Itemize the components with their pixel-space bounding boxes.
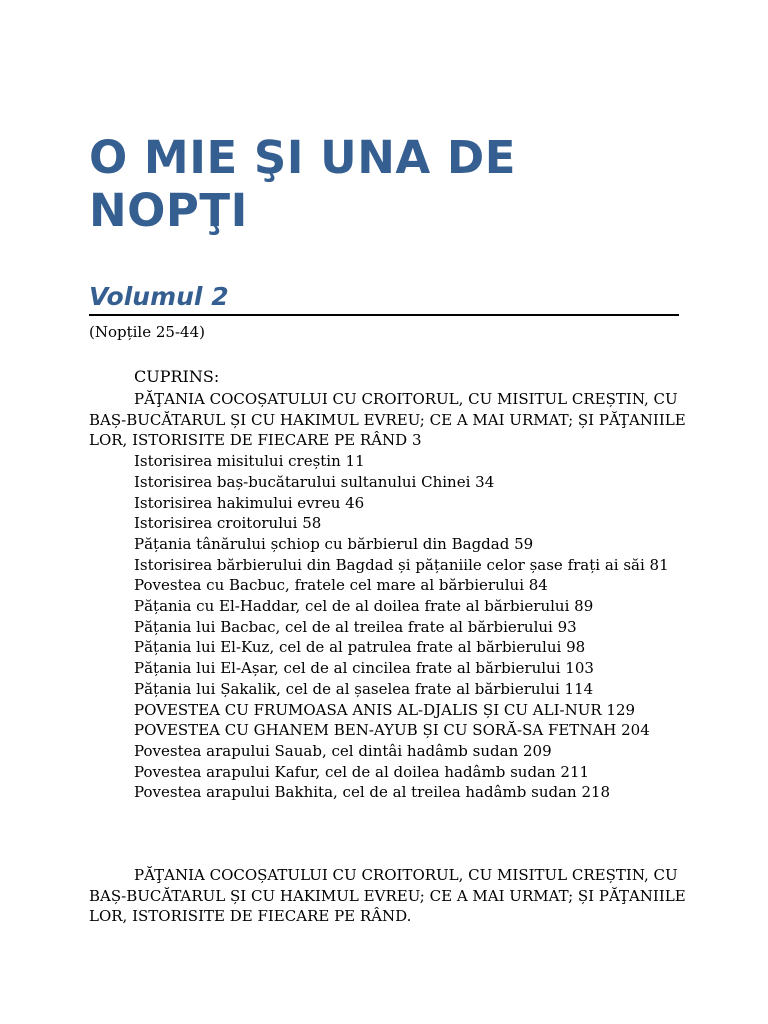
toc-list xyxy=(89,451,689,803)
toc-entry: Povestea arapului Sauab, cel dintâi hadâmb sudan 209 xyxy=(134,741,552,760)
toc-entry: POVESTEA CU GHANEM BEN-AYUB ȘI CU SORĂ-SA FETNAH 204 xyxy=(134,721,650,740)
table-of-contents xyxy=(89,367,689,803)
volume-subtitle: Volumul 2 xyxy=(89,280,679,316)
toc-entry: Pățania lui Bacbac, cel de al treilea frate al bărbierului 93 xyxy=(134,617,577,636)
book-title-line-2: NOPŢI xyxy=(89,184,248,237)
toc-entry: Istorisirea bărbierului din Bagdad și pățaniile celor șase frați ai săi 81 xyxy=(134,555,669,574)
toc-entry: Pățania tânărului șchiop cu bărbierul din Bagdad 59 xyxy=(134,534,534,553)
toc-entry: Istorisirea baș-bucătarului sultanului Chinei 34 xyxy=(134,472,495,491)
book-title xyxy=(89,131,689,237)
section-heading: PĂŢANIA COCOȘATULUI CU CROITORUL, CU MISITUL CREȘTIN, CU BAȘ-BUCĂTARUL ȘI CU HAKIMUL EVREU; CE A MAI URMAT; ȘI PĂŢANIILE LOR, ISTORISITE DE FIECARE PE RÂND. xyxy=(89,866,686,926)
contents-heading: CUPRINS: xyxy=(134,367,220,386)
toc-entry: Pățania lui Șakalik, cel de al șaselea frate al bărbierului 114 xyxy=(134,679,594,698)
toc-entry-first: PĂŢANIA COCOȘATULUI CU CROITORUL, CU MISITUL CREȘTIN, CU BAȘ-BUCĂTARUL ȘI CU HAKIMUL EVREU; CE A MAI URMAT; ȘI PĂŢANIILE LOR, ISTORISITE DE FIECARE PE RÂND 3 xyxy=(89,390,686,450)
toc-entry: Istorisirea misitului creștin 11 xyxy=(134,452,365,471)
toc-entry: Povestea arapului Kafur, cel de al doilea hadâmb sudan 211 xyxy=(134,762,590,781)
toc-entry: Povestea cu Bacbuc, fratele cel mare al bărbierului 84 xyxy=(134,576,548,595)
toc-entry: Pățania lui El-Așar, cel de al cincilea frate al bărbierului 103 xyxy=(134,659,594,678)
toc-entry: Pățania lui El-Kuz, cel de al patrulea frate al bărbierului 98 xyxy=(134,638,586,657)
toc-entry: Istorisirea croitorului 58 xyxy=(134,514,322,533)
toc-entry: Pățania cu El-Haddar, cel de al doilea frate al bărbierului 89 xyxy=(134,597,594,616)
toc-entry: Povestea arapului Bakhita, cel de al treilea hadâmb sudan 218 xyxy=(134,783,611,802)
nights-range-note: (Nopțile 25-44) xyxy=(89,323,205,341)
toc-entry: Istorisirea hakimului evreu 46 xyxy=(134,493,365,512)
book-title-line-1: O MIE ŞI UNA DE xyxy=(89,131,516,184)
toc-entry: POVESTEA CU FRUMOASA ANIS AL-DJALIS ȘI CU ALI-NUR 129 xyxy=(134,700,636,719)
